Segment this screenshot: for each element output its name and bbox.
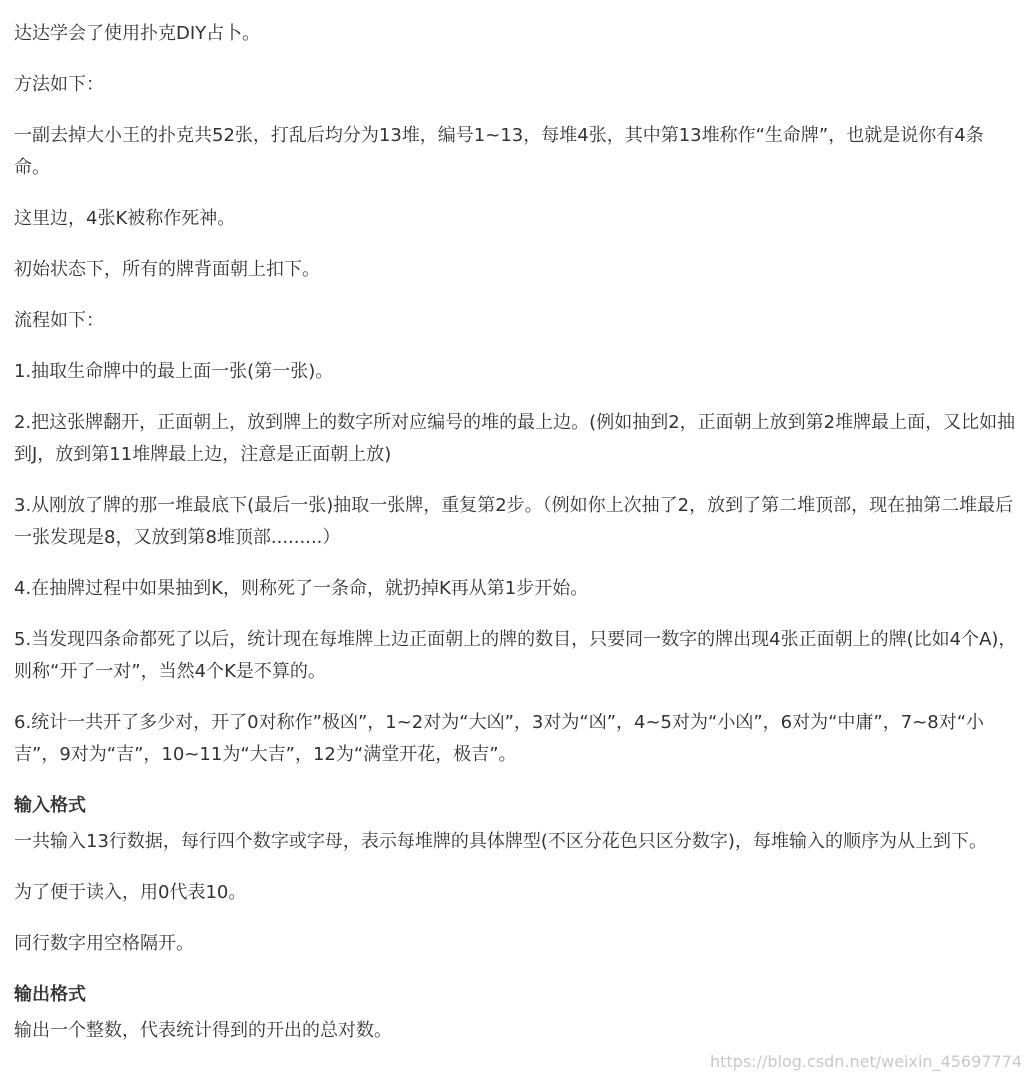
problem-statement — [14, 18, 1018, 1066]
output-format-heading: 输出格式 — [14, 984, 86, 1005]
setup-paragraph: 一副去掉大小王的扑克共52张，打乱后均分为13堆，编号1~13，每堆4张，其中第13堆称作“生命牌”，也就是说你有4条命。 — [14, 125, 984, 178]
step-1: 1.抽取生命牌中的最上面一张(第一张)。 — [14, 361, 334, 382]
input-format-heading: 输入格式 — [14, 795, 86, 816]
method-label: 方法如下： — [14, 74, 104, 95]
output-format-line: 输出一个整数，代表统计得到的开出的总对数。 — [14, 1020, 392, 1041]
input-format-line: 一共输入13行数据，每行四个数字或字母，表示每堆牌的具体牌型(不区分花色只区分数字)，每堆输入的顺序为从上到下。 — [14, 831, 987, 852]
step-3: 3.从刚放了牌的那一堆最底下(最后一张)抽取一张牌，重复第2步。（例如你上次抽了2，放到了第二堆顶部，现在抽第二堆最后一张发现是8，又放到第8堆顶部.........） — [14, 495, 1014, 548]
input-format-line: 为了便于读入，用0代表10。 — [14, 882, 247, 903]
process-label: 流程如下： — [14, 310, 104, 331]
input-format-line: 同行数字用空格隔开。 — [14, 933, 194, 954]
watermark-url: https://blog.csdn.net/weixin_45697774 — [709, 1052, 1022, 1071]
step-5: 5.当发现四条命都死了以后，统计现在每堆牌上边正面朝上的牌的数目，只要同一数字的牌出现4张正面朝上的牌(比如4个A)，则称“开了一对”，当然4个K是不算的。 — [14, 629, 1017, 682]
step-6: 6.统计一共开了多少对，开了0对称作”极凶”，1~2对为“大凶”，3对为“凶”，4~5对为“小凶”，6对为“中庸”，7~8对“小吉”，9对为“吉”，10~11为“大吉”，12为“满堂开花，极吉”。 — [14, 712, 985, 765]
initial-state-paragraph: 初始状态下，所有的牌背面朝上扣下。 — [14, 259, 320, 280]
step-4: 4.在抽牌过程中如果抽到K，则称死了一条命，就扔掉K再从第1步开始。 — [14, 578, 589, 599]
intro-paragraph: 达达学会了使用扑克DIY占卜。 — [14, 23, 261, 44]
step-2: 2.把这张牌翻开，正面朝上，放到牌上的数字所对应编号的堆的最上边。(例如抽到2，正面朝上放到第2堆牌最上面，又比如抽到J，放到第11堆牌最上边，注意是正面朝上放) — [14, 412, 1016, 465]
death-card-paragraph: 这里边，4张K被称作死神。 — [14, 208, 236, 229]
